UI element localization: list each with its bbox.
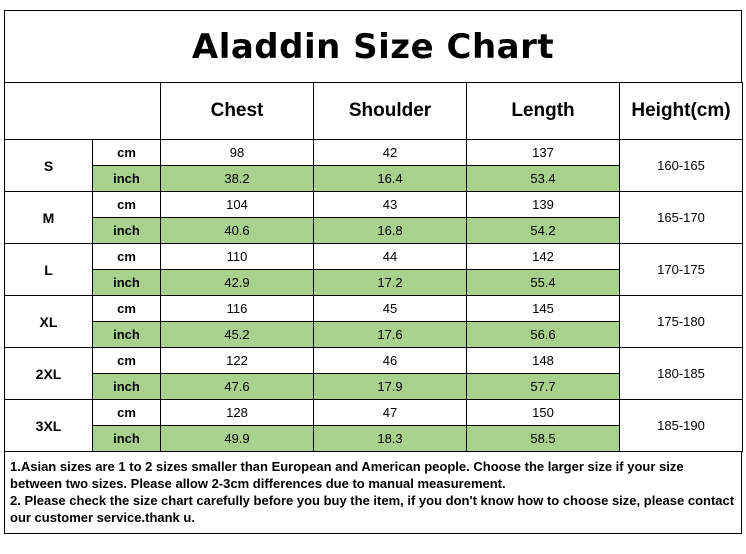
shoulder-cm: 46 xyxy=(314,348,467,374)
chest-cm: 128 xyxy=(161,400,314,426)
shoulder-inch: 17.6 xyxy=(314,322,467,348)
size-label: 3XL xyxy=(5,400,93,452)
height-range: 180-185 xyxy=(620,348,743,400)
chest-inch: 45.2 xyxy=(161,322,314,348)
header-shoulder: Shoulder xyxy=(314,83,467,140)
height-range: 165-170 xyxy=(620,192,743,244)
shoulder-cm: 47 xyxy=(314,400,467,426)
length-inch: 53.4 xyxy=(467,166,620,192)
length-inch: 56.6 xyxy=(467,322,620,348)
title-row xyxy=(4,10,742,82)
shoulder-cm: 44 xyxy=(314,244,467,270)
chest-cm: 122 xyxy=(161,348,314,374)
chest-inch: 42.9 xyxy=(161,270,314,296)
length-cm: 139 xyxy=(467,192,620,218)
length-cm: 150 xyxy=(467,400,620,426)
chest-cm: 98 xyxy=(161,140,314,166)
unit-cm: cm xyxy=(93,192,161,218)
height-range: 160-165 xyxy=(620,140,743,192)
size-row-cm xyxy=(5,348,743,374)
size-label: 2XL xyxy=(5,348,93,400)
size-row-cm xyxy=(5,244,743,270)
header-chest: Chest xyxy=(161,83,314,140)
size-table xyxy=(4,82,743,452)
header-length: Length xyxy=(467,83,620,140)
height-range: 175-180 xyxy=(620,296,743,348)
unit-inch: inch xyxy=(93,374,161,400)
length-inch: 54.2 xyxy=(467,218,620,244)
chest-inch: 49.9 xyxy=(161,426,314,452)
shoulder-inch: 17.2 xyxy=(314,270,467,296)
size-label: M xyxy=(5,192,93,244)
unit-cm: cm xyxy=(93,296,161,322)
unit-inch: inch xyxy=(93,322,161,348)
shoulder-inch: 16.4 xyxy=(314,166,467,192)
height-range: 185-190 xyxy=(620,400,743,452)
length-inch: 55.4 xyxy=(467,270,620,296)
shoulder-inch: 17.9 xyxy=(314,374,467,400)
chest-inch: 40.6 xyxy=(161,218,314,244)
length-inch: 58.5 xyxy=(467,426,620,452)
unit-cm: cm xyxy=(93,348,161,374)
size-row-cm xyxy=(5,400,743,426)
unit-cm: cm xyxy=(93,244,161,270)
unit-inch: inch xyxy=(93,426,161,452)
unit-cm: cm xyxy=(93,140,161,166)
length-cm: 145 xyxy=(467,296,620,322)
shoulder-cm: 45 xyxy=(314,296,467,322)
unit-inch: inch xyxy=(93,166,161,192)
length-cm: 142 xyxy=(467,244,620,270)
notes-box xyxy=(4,452,742,534)
length-cm: 137 xyxy=(467,140,620,166)
length-cm: 148 xyxy=(467,348,620,374)
size-row-cm xyxy=(5,192,743,218)
shoulder-cm: 43 xyxy=(314,192,467,218)
chest-cm: 104 xyxy=(161,192,314,218)
length-inch: 57.7 xyxy=(467,374,620,400)
size-row-cm xyxy=(5,140,743,166)
chest-cm: 116 xyxy=(161,296,314,322)
size-label: S xyxy=(5,140,93,192)
unit-inch: inch xyxy=(93,218,161,244)
chest-inch: 38.2 xyxy=(161,166,314,192)
size-label: XL xyxy=(5,296,93,348)
chart-title: Aladdin Size Chart xyxy=(191,26,555,67)
shoulder-inch: 16.8 xyxy=(314,218,467,244)
header-row xyxy=(5,83,743,140)
unit-inch: inch xyxy=(93,270,161,296)
size-row-cm xyxy=(5,296,743,322)
chest-cm: 110 xyxy=(161,244,314,270)
shoulder-cm: 42 xyxy=(314,140,467,166)
size-chart xyxy=(4,10,742,550)
size-label: L xyxy=(5,244,93,296)
height-range: 170-175 xyxy=(620,244,743,296)
unit-cm: cm xyxy=(93,400,161,426)
header-blank-cell xyxy=(5,83,161,140)
shoulder-inch: 18.3 xyxy=(314,426,467,452)
note-2: 2. Please check the size chart carefully before you buy the item, if you don't know how to choose size, please contact our customer service.thank u. xyxy=(10,493,735,525)
chest-inch: 47.6 xyxy=(161,374,314,400)
header-height: Height(cm) xyxy=(620,83,743,140)
note-1: 1.Asian sizes are 1 to 2 sizes smaller than European and American people. Choose the larger size if your size between two sizes. Please allow 2-3cm differences due to manual measurement. xyxy=(10,459,684,491)
